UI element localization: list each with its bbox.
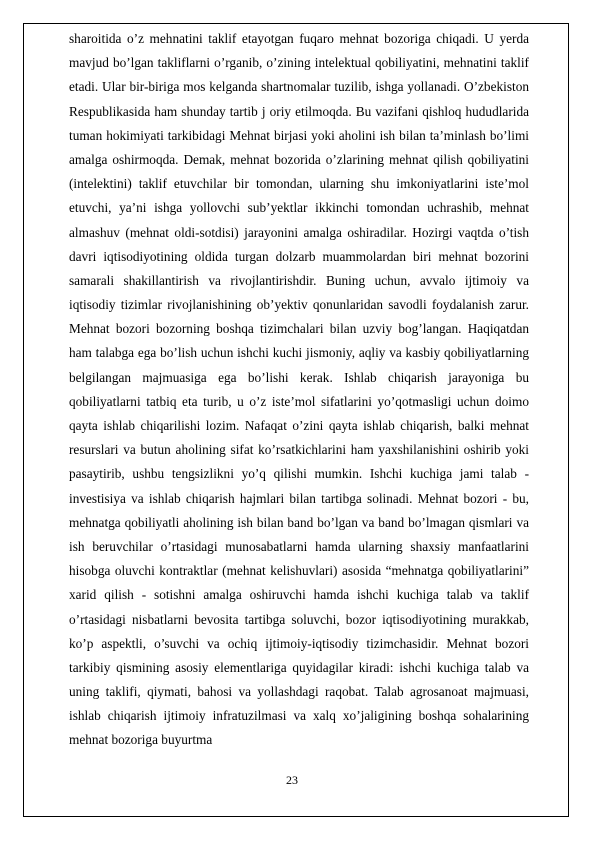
body-paragraph: sharoitida o’z mehnatini taklif etayotgan fuqaro mehnat bozoriga chiqadi. U yerda mavjud bo’lgan takliflarni o’rganib, o’zining intelektual qobiliyatini, mehnatini taklif etadi. Ular bir-biriga mos kelganda shartnomalar tuzilib, ishga yollanadi. O’zbekiston Respublikasida ham shunday tartib j oriy etilmoqda. Bu vazifani qishloq hududlarida tuman hokimiyati tarkibidagi Mehnat birjasi yoki aholini ish bilan ta’minlash bo’limi amalga oshirmoqda. Demak, mehnat bozorida o’zlarining mehnat qilish qobiliyatini (intelektini) taklif etuvchilar bir tomondan, ularning shu imkoniyatlarini iste’mol etuvchi, ya’ni ishga yollovchi sub’yektlar ikkinchi tomondan uchrashib, mehnat almashuv (mehnat oldi-sotdisi) jarayonini amalga oshiradilar. Hozirgi vaqtda o’tish davri iqtisodiyotining oldida turgan dolzarb muammolardan biri mehnat bozorini samarali shakillantirish va rivojlantirishdir. Buning uchun, avvalo ijtimoiy va iqtisodiy tizimlar rivojlanishining ob’yektiv qonunlaridan savodli foydalanish zarur. Mehnat bozori bozorning boshqa tizimchalari bilan uzviy bog’langan. Haqiqatdan ham talabga ega bo’lish uchun ishchi kuchi jismoniy, aqliy va kasbiy qobiliyatlarning belgilangan majmuasiga ega bo’lishi kerak. Ishlab chiqarish jarayoniga bu qobiliyatlarni tatbiq eta turib, u o’z iste’mol sifatlarini yo’qotmasligi uchun doimo qayta ishlab chiqarilishi lozim. Nafaqat o’zini qayta ishlab chiqarish, balki mehnat resurslari va butun aholining sifat ko’rsatkichlarini ham yaxshilanishini oshirib yoki pasaytirib, ushbu tengsizlikni yo’q qilishi mumkin. Ishchi kuchiga jami talab - investisiya va ishlab chiqarish hajmlari bilan tartibga solinadi. Mehnat bozori - bu, mehnatga qobiliyatli aholining ish bilan band bo’lgan va band bo’lmagan qismlari va ish beruvchilar o’rtasidagi munosabatlarni hamda ularning shaxsiy manfaatlarini hisobga oluvchi kontraktlar (mehnat kelishuvlari) asosida “mehnatga qobiliyatlarini” xarid qilish - sotishni amalga oshiruvchi hamda ishchi kuchiga talab va taklif o’rtasidagi nisbatlarni bevosita tartibga soluvchi, bozor iqtisodiyotining murakkab, ko’p aspektli, o’suvchi va ochiq ijtimoiy-iqtisodiy tizimchasidir. Mehnat bozori tarkibiy qismining asosiy elementlariga quyidagilar kiradi: ishchi kuchiga talab va uning taklifi, qiymati, bahosi va yollashdagi raqobat. Talab agrosanoat majmuasi, ishlab chiqarish ijtimoiy infratuzilmasi va xalq xo’jaligining boshqa sohalarining mehnat bozoriga buyurtma bbox=[69, 31, 529, 748]
page-number: 23 bbox=[286, 773, 298, 787]
